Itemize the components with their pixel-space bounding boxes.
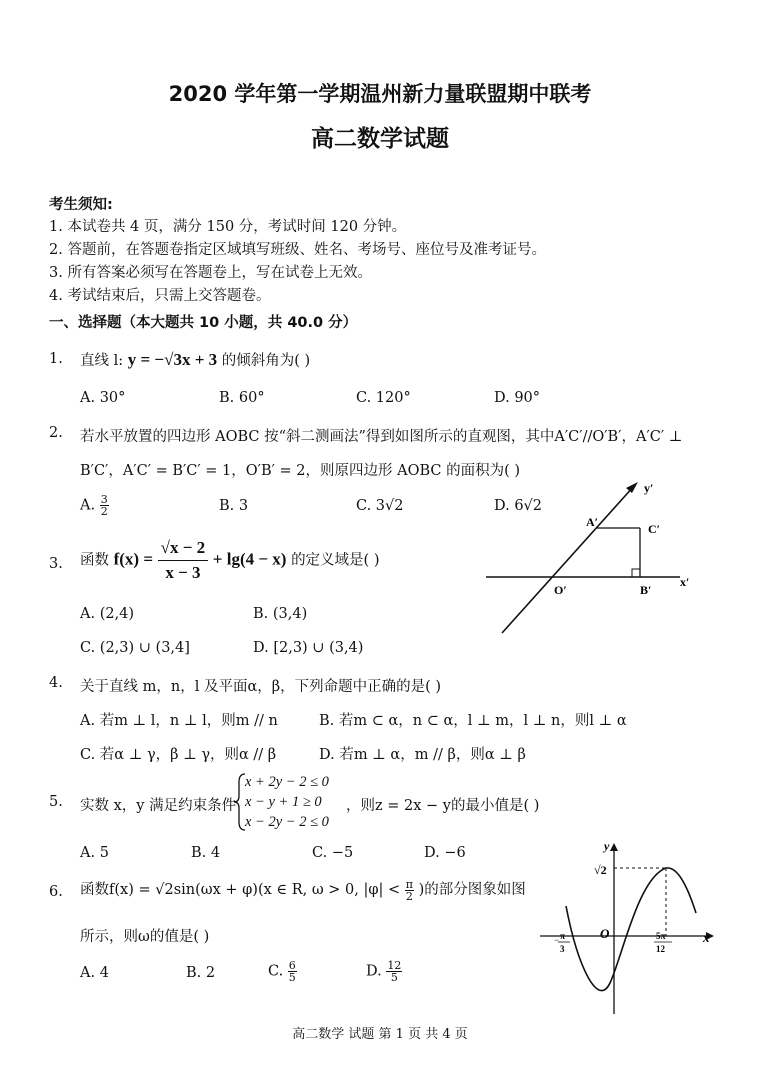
fraction-denominator: 2	[100, 505, 108, 518]
fraction-numerator: 12	[387, 959, 402, 972]
fraction	[288, 960, 297, 983]
y-axis	[502, 486, 634, 633]
option-c: C. (2,3) ∪ (3,4]	[80, 640, 190, 656]
option-d	[366, 960, 402, 983]
notice-heading: 考生须知:	[49, 197, 113, 213]
option-label: D.	[366, 963, 382, 980]
question-stem: 若水平放置的四边形 AOBC 按“斜二测画法”得到如图所示的直观图，其中A′C′//O′B′，A′C′ ⊥	[80, 429, 683, 445]
option-b: B. (3,4)	[253, 606, 308, 622]
option-d: D. [2,3) ∪ (3,4)	[253, 640, 364, 656]
origin-label: O	[600, 926, 610, 941]
math-expression: y = −√3x + 3	[127, 350, 218, 369]
question-number: 6.	[49, 884, 63, 900]
option-a	[80, 494, 109, 517]
option-a: A. (2,4)	[80, 606, 135, 622]
option-b: B. 若m ⊂ α，n ⊂ α，l ⊥ m，l ⊥ n，则l ⊥ α	[319, 713, 627, 729]
constraint-line: x + 2y − 2 ≤ 0	[245, 774, 329, 790]
question-stem: 所示，则ω的值是( )	[80, 929, 210, 945]
point-b-label: B′	[640, 583, 652, 597]
exam-subtitle: 高二数学试题	[311, 126, 449, 152]
fraction-denominator: x − 3	[165, 563, 201, 582]
stem-text: 函数f(x) = √2sin(ωx + φ)(x ∈ R, ω > 0, |φ| <	[80, 882, 401, 898]
option-a: A. 30°	[80, 390, 126, 406]
option-d: D. −6	[424, 845, 466, 861]
option-a: A. 若m ⊥ l，n ⊥ l，则m // n	[80, 713, 278, 729]
question-number: 2.	[49, 425, 63, 441]
question-stem	[80, 878, 526, 902]
arrow-icon	[610, 843, 618, 851]
neg-tick-den: 3	[560, 944, 565, 954]
option-c: C. 若α ⊥ γ，β ⊥ γ，则α // β	[80, 747, 277, 763]
question-number: 1.	[49, 351, 63, 367]
fraction	[405, 879, 414, 902]
option-c	[268, 960, 297, 983]
sine-curve	[566, 868, 696, 991]
constraint-line: x − 2y − 2 ≤ 0	[245, 814, 329, 830]
option-b: B. 4	[191, 845, 221, 861]
y-label: y	[604, 839, 610, 853]
question-stem: ，则z = 2x − y的最小值是( )	[346, 798, 540, 814]
right-angle-mark	[632, 569, 640, 577]
fraction-numerator: 6	[288, 959, 296, 972]
section-title: 一、选择题（本大题共 10 小题，共 40.0 分）	[49, 315, 358, 331]
fraction	[100, 494, 109, 517]
fraction-denominator: 5	[288, 971, 296, 984]
y-label: y′	[644, 481, 654, 495]
exam-title: 2020 学年第一学期温州新力量联盟期中联考	[168, 82, 592, 106]
fraction-numerator: 3	[100, 493, 108, 506]
option-a: A. 5	[80, 845, 109, 861]
question-stem	[80, 349, 310, 370]
notice-item: 1. 本试卷共 4 页，满分 150 分，考试时间 120 分钟。	[49, 219, 407, 235]
option-b: B. 2	[186, 965, 216, 981]
stem-text: 直线 l:	[80, 353, 124, 369]
question-stem: 关于直线 m，n，l 及平面α，β，下列命题中正确的是( )	[80, 679, 442, 695]
math-expression: + lg(4 − x)	[212, 549, 287, 569]
question-stem	[80, 538, 380, 583]
x-label: x	[703, 930, 710, 945]
sine-graph-figure	[538, 838, 718, 1016]
question-stem: 实数 x，y 满足约束条件	[80, 798, 237, 814]
function-name: f(x) =	[113, 549, 154, 569]
stem-text: 的定义域是( )	[291, 552, 380, 569]
option-d: D. 90°	[494, 390, 541, 406]
point-c-label: C′	[648, 522, 661, 536]
arrow-icon	[626, 482, 638, 493]
constraint-line: x − y + 1 ≥ 0	[245, 794, 322, 810]
option-b: B. 60°	[219, 390, 265, 406]
oblique-projection-figure	[482, 478, 697, 638]
option-label: C.	[268, 963, 284, 980]
x-label: x′	[680, 575, 690, 589]
page-footer: 高二数学 试题 第 1 页 共 4 页	[292, 1027, 468, 1042]
fraction-numerator: π	[405, 877, 414, 891]
stem-text: 的倾斜角为( )	[221, 353, 311, 369]
option-c: C. 120°	[356, 390, 411, 406]
amplitude-label: √2	[594, 863, 607, 877]
notice-item: 2. 答题前，在答题卷指定区域填写班级、姓名、考场号、座位号及准考证号。	[49, 242, 546, 258]
pos-tick-num: 5π	[656, 931, 666, 941]
notice-item: 3. 所有答案必须写在答题卷上，写在试卷上无效。	[49, 265, 372, 281]
option-d: D. 6√2	[494, 498, 543, 514]
neg-tick-sign: −	[554, 935, 560, 945]
point-a-label: A′	[586, 515, 599, 529]
option-d: D. 若m ⊥ α，m // β，则α ⊥ β	[319, 747, 526, 763]
question-number: 4.	[49, 675, 63, 691]
option-c: C. −5	[312, 845, 354, 861]
fraction	[386, 960, 402, 983]
fraction-numerator: √x − 2	[158, 538, 209, 561]
stem-text: 函数	[80, 552, 109, 569]
option-c: C. 3√2	[356, 498, 404, 514]
fraction-denominator: 2	[405, 889, 413, 903]
neg-tick-num: π	[560, 931, 565, 941]
question-number: 5.	[49, 794, 63, 810]
stem-text: )的部分图象如图	[418, 882, 526, 898]
pos-tick-den: 12	[656, 944, 665, 954]
origin-label: O′	[554, 583, 567, 597]
question-stem: B′C′，A′C′ = B′C′ = 1，O′B′ = 2，则原四边形 AOBC 的面积为( )	[80, 463, 521, 479]
constraint-system	[245, 772, 329, 832]
notice-item: 4. 考试结束后，只需上交答题卷。	[49, 288, 271, 304]
option-label: A.	[80, 497, 96, 514]
fraction-denominator: 5	[390, 971, 398, 984]
fraction	[158, 538, 209, 583]
question-number: 3.	[49, 556, 63, 572]
option-a: A. 4	[80, 965, 109, 981]
option-b: B. 3	[219, 498, 249, 514]
